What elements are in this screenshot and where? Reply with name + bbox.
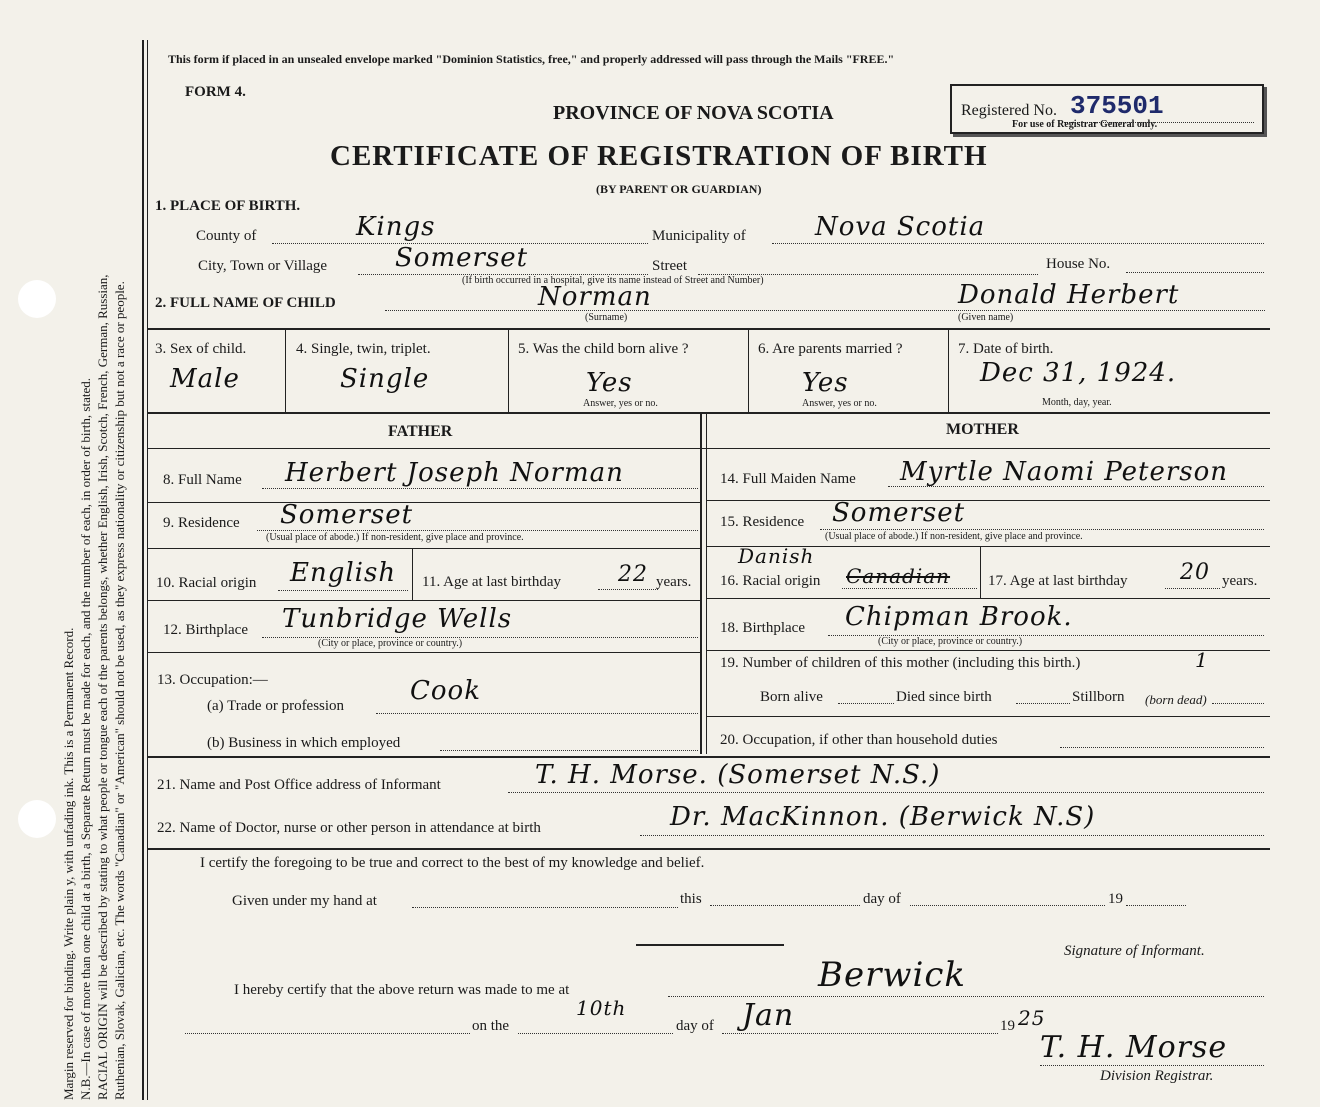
child-name-line [385,310,1265,311]
mother-origin-struck: Canadian [846,564,951,588]
return-label: I hereby certify that the above return was made to me at [234,982,570,998]
f-rule-1 [148,502,700,503]
mother-residence-note: (Usual place of abode.) If non-resident, give place and province. [825,531,1083,542]
father-origin-line [278,590,408,591]
father-trade-label: (a) Trade or profession [207,698,345,714]
mother-origin-line [842,588,977,589]
died-label: Died since birth [896,689,992,705]
m-rule-3 [706,598,1270,599]
month-line [722,1033,998,1034]
surname-note: (Surname) [585,312,628,323]
left-border-inner [147,40,148,1100]
house-label: House No. [1046,256,1111,272]
married-label: 6. Are parents married ? [758,341,903,357]
mother-residence-value: Somerset [832,498,966,528]
father-origin-value: English [290,558,397,588]
mother-age-value: 20 [1180,560,1210,585]
margin-note-4: Ruthenian, Slovak, Galician, etc. The words "Canadian" or "American" should not be used, as they express nationality or citizenship but not a race or people. [112,281,127,1100]
punch-hole-top [18,280,56,318]
born-alive-label: Born alive [760,689,823,705]
city-label: City, Town or Village [198,258,328,274]
dob-label: 7. Date of birth. [958,341,1054,357]
doctor-line [640,835,1264,836]
f-rule-3 [148,600,700,601]
mother-birthplace-label: 18. Birthplace [720,620,805,636]
registration-box [950,84,1264,134]
father-residence-value: Somerset [280,500,414,530]
registrar-label: Division Registrar. [1100,1068,1214,1084]
city-value: Somerset [395,243,529,273]
mother-origin-value: Danish [738,544,815,568]
father-residence-line [257,530,698,531]
informant-sig-line [636,944,784,946]
doctor-value: Dr. MacKinnon. (Berwick N.S) [670,802,1096,832]
m-rule-5 [706,716,1270,717]
mail-note: This form if placed in an unsealed envelope marked "Dominion Statistics, free," and properly addressed will pass through the Mails "FREE." [168,52,895,66]
m-origin-div [980,546,981,598]
given-name-note: (Given name) [958,312,1014,323]
alive-label: 5. Was the child born alive ? [518,341,689,357]
child-name-label: 2. FULL NAME OF CHILD [155,295,336,311]
page-subtitle: (BY PARENT OR GUARDIAN) [596,182,762,196]
col-div-3 [748,330,749,412]
registrar-line [1040,1065,1264,1066]
given-at-line [412,907,678,908]
father-trade-value: Cook [410,676,481,706]
mother-children-value: 1 [1195,648,1209,672]
father-birthplace-value: Tunbridge Wells [282,604,513,634]
father-business-label: (b) Business in which employed [207,735,401,751]
mother-name-label: 14. Full Maiden Name [720,471,856,487]
house-line [1126,272,1264,273]
father-birthplace-label: 12. Birthplace [163,622,248,638]
father-residence-label: 9. Residence [163,515,240,531]
province-heading: PROVINCE OF NOVA SCOTIA [553,102,834,124]
surname-value: Norman [538,282,652,312]
mother-birthplace-value: Chipman Brook. [845,602,1073,632]
punch-hole-bottom [18,800,56,838]
alive-note: Answer, yes or no. [583,398,658,409]
parents-divider [700,414,702,754]
return-year-value: 25 [1018,1006,1046,1030]
mother-age-line [1165,588,1220,589]
f-rule-2 [148,548,700,549]
mother-occupation-line [1060,747,1264,748]
mother-years: years. [1222,573,1258,589]
father-business-line [440,750,698,751]
county-value: Kings [356,212,436,242]
rule-4 [148,848,1270,850]
father-trade-line [376,713,698,714]
father-age-value: 22 [618,562,648,587]
married-note: Answer, yes or no. [802,398,877,409]
year-prefix: 19 [1108,891,1123,907]
municipality-value: Nova Scotia [815,212,986,242]
this-label: this [680,891,702,907]
return-place-value: Berwick [818,955,966,995]
father-name-label: 8. Full Name [163,472,242,488]
father-years: years. [656,574,692,590]
col-div-4 [948,330,949,412]
born-alive-line [838,703,894,704]
doctor-label: 22. Name of Doctor, nurse or other person in attendance at birth [157,820,541,836]
return-day-of-label: day of [676,1018,714,1034]
stillborn-line [1212,703,1264,704]
plurality-value: Single [340,364,430,394]
col-div-1 [285,330,286,412]
mother-occupation-label: 20. Occupation, if other than household duties [720,732,998,748]
parents-divider-2 [706,414,707,754]
return-year-label: 19 [1000,1018,1015,1034]
father-heading: FATHER [388,423,453,440]
m-rule-1 [706,500,1270,501]
left-border [142,40,144,1100]
f-origin-div [412,548,413,600]
rule-3 [148,756,1270,758]
informant-value: T. H. Morse. (Somerset N.S.) [535,760,941,790]
father-residence-note: (Usual place of abode.) If non-resident, give place and province. [266,532,524,543]
on-the-line [518,1033,673,1034]
margin-note-1: Margin reserved for binding. Write plain y, with unfading ink. This is a Permanent Record. [61,627,76,1100]
col-div-2 [508,330,509,412]
day-of-line [910,905,1105,906]
father-age-label: 11. Age at last birthday [422,574,561,590]
stillborn-label: Stillborn [1072,689,1125,705]
municipality-line [772,243,1264,244]
on-the-label: on the [472,1018,510,1034]
year-line [1126,905,1186,906]
reg-label: Registered No. [961,102,1057,119]
stillborn-note: (born dead) [1145,692,1207,707]
rule-2 [148,412,1270,414]
alive-value: Yes [586,368,633,398]
plurality-label: 4. Single, twin, triplet. [296,341,431,357]
margin-note-3: RACIAL ORIGIN will be described by stating to what people or tongue each of the parents belongs, whether English, Irish, Scotch, French, German, Russian, [95,274,110,1100]
sex-label: 3. Sex of child. [155,341,247,357]
day-of-label: day of [863,891,901,907]
rule-1 [148,328,1270,330]
father-name-line [262,488,698,489]
dob-note: Month, day, year. [1042,397,1112,408]
place-heading: 1. PLACE OF BIRTH. [155,198,301,214]
form-number: FORM 4. [185,84,246,100]
dob-value: Dec 31, 1924. [980,358,1177,388]
father-origin-label: 10. Racial origin [156,575,257,591]
father-name-value: Herbert Joseph Norman [285,458,624,488]
mother-residence-line [820,529,1264,530]
hospital-note: (If birth occurred in a hospital, give its name instead of Street and Number) [462,275,764,286]
informant-line [508,792,1264,793]
informant-sig-label: Signature of Informant. [1064,943,1205,959]
return-day-value: 10th [576,996,627,1020]
page-title: CERTIFICATE OF REGISTRATION OF BIRTH [330,140,988,172]
married-value: Yes [802,368,849,398]
this-line [710,905,860,906]
mother-residence-label: 15. Residence [720,514,805,530]
given-under-label: Given under my hand at [232,893,377,909]
father-age-line [598,589,658,590]
reg-number: 375501 [1070,91,1164,121]
father-birthplace-note: (City or place, province or country.) [318,638,463,649]
margin-note-2: N.B.—In case of more than one child at a birth, a Separate Return must be made for each, and the number of each, in order of birth, stated. [78,378,93,1100]
municipality-label: Municipality of [652,228,746,244]
informant-label: 21. Name and Post Office address of Informant [157,777,441,793]
sex-value: Male [170,364,240,394]
mother-name-value: Myrtle Naomi Peterson [900,457,1229,487]
m-rule-4 [706,650,1270,651]
f-rule-4 [148,652,700,653]
mother-age-label: 17. Age at last birthday [988,573,1128,589]
mother-heading: MOTHER [946,421,1019,438]
father-occupation-label: 13. Occupation:— [157,672,268,688]
county-label: County of [196,228,257,244]
rule-parents-head [148,448,1270,449]
mother-children-label: 19. Number of children of this mother (including this birth.) [720,655,1081,671]
died-line [1016,703,1070,704]
margin-notes [60,40,128,1100]
mother-birthplace-note: (City or place, province or country.) [878,636,1023,647]
registrar-signature: T. H. Morse [1040,1030,1228,1065]
street-label: Street [652,258,687,274]
reg-note: For use of Registrar General only. [1012,119,1158,130]
mother-origin-label: 16. Racial origin [720,573,821,589]
given-name-value: Donald Herbert [958,280,1180,310]
return-place-line [668,996,1264,997]
return-date-line-a [185,1033,470,1034]
certify-statement: I certify the foregoing to be true and correct to the best of my knowledge and belief. [200,855,705,871]
return-month-value: Jan [742,998,795,1033]
